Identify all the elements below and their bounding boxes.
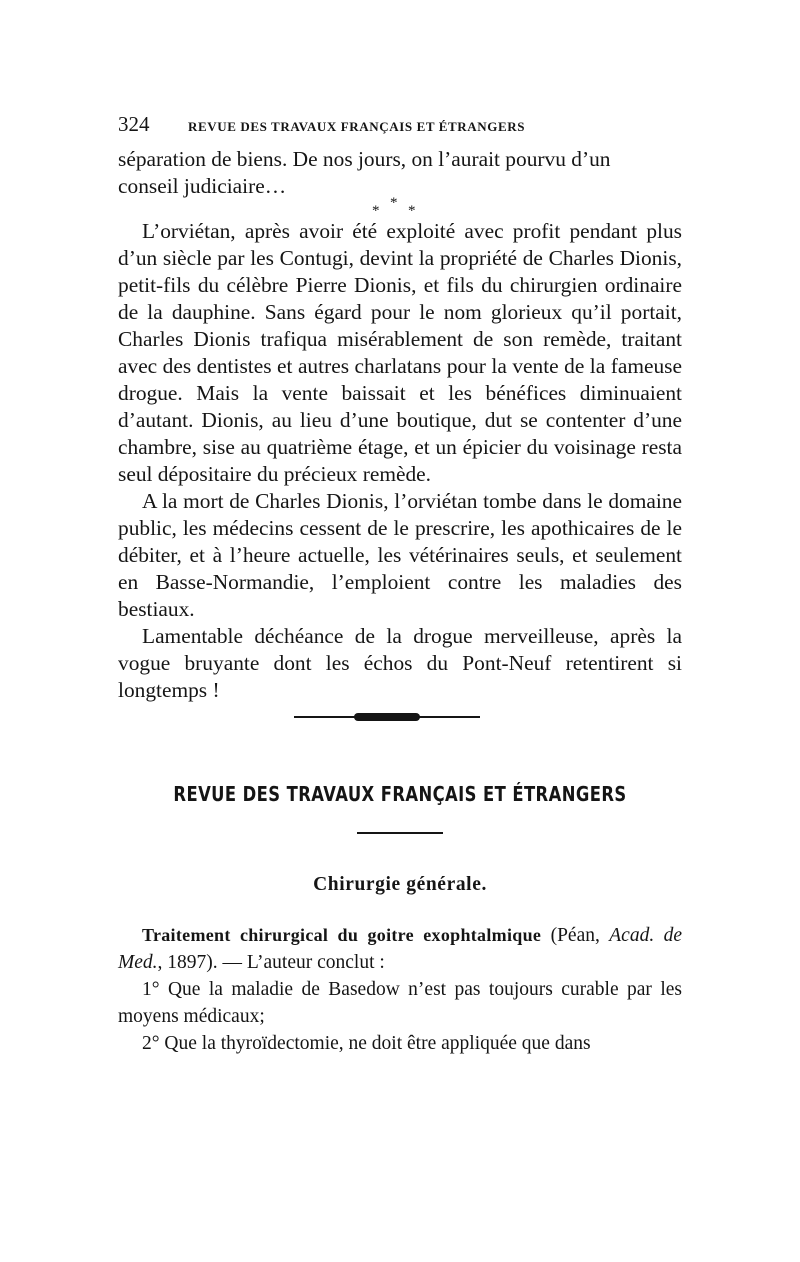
opening-line-2: conseil judiciaire… (118, 174, 287, 198)
asterisk-icon: * (408, 203, 416, 219)
paragraph-death-of-dionis: A la mort de Charles Dionis, l’orviétan tombe dans le domaine public, les médecins cessent de le prescrire, les apothicaires de le débiter, et à l’heure actuelle, les vétérinaires seuls, et seulement en Basse-Normandie, l’emploient contre les maladies des bestiaux. (118, 489, 682, 621)
asterisk-icon: * (390, 195, 398, 211)
section-break-asterisks (118, 196, 682, 218)
section-rule (357, 832, 443, 834)
page (118, 112, 682, 1057)
ornament-center-icon (354, 713, 420, 721)
article-item-2: 2° Que la thyroïdectomie, ne doit être appliquée que dans (142, 1033, 591, 1054)
running-head (118, 112, 682, 146)
article-item-1: 1° Que la maladie de Basedow n’est pas toujours curable par les moyens médicaux; (118, 979, 682, 1027)
paragraph-lament: Lamentable déchéance de la drogue merveilleuse, après la vogue bruyante dont les échos du Pont-Neuf retentirent si longtemps ! (118, 624, 682, 702)
article (118, 922, 682, 1057)
article-source-author: (Péan, (550, 925, 600, 946)
article-title: Traitement chirurgical du goitre exophtalmique (142, 925, 542, 945)
paragraph-orvietan: L’orviétan, après avoir été exploité avec profit pendant plus d’un siècle par les Contugi, devint la propriété de Charles Dionis, petit-fils du célèbre Pierre Dionis, et fils du chirurgien ordinaire de la dauphine. Sans égard pour le nom glorieux qu’il portait, Charles Dionis trafiqua misérablement de son remède, traitant avec des dentistes et autres charlatans pour la vente de la fameuse drogue. Mais la vente baissait et les bénéfices diminuaient d’autant. Dionis, au lieu d’une boutique, dut se contenter d’une chambre, sise au quatrième étage, et un épicier du voisinage resta seul dépositaire du précieux remède. (118, 219, 682, 486)
running-title: REVUE DES TRAVAUX FRANÇAIS ET ÉTRANGERS (188, 119, 526, 134)
article-source-journal: Acad. de Med. (118, 925, 683, 973)
ornament-divider (118, 704, 682, 732)
opening-line-1: séparation de biens. De nos jours, on l’aurait pourvu d’un (118, 147, 611, 171)
article-source-year: , 1897). — L’auteur conclut : (157, 952, 385, 973)
page-number: 324 (118, 112, 150, 136)
article-heading (118, 922, 682, 976)
section-subtitle: Chirurgie générale. (313, 874, 487, 895)
section-title: REVUE DES TRAVAUX FRANÇAIS ET ÉTRANGERS (173, 782, 627, 806)
asterisk-icon: * (372, 203, 380, 219)
